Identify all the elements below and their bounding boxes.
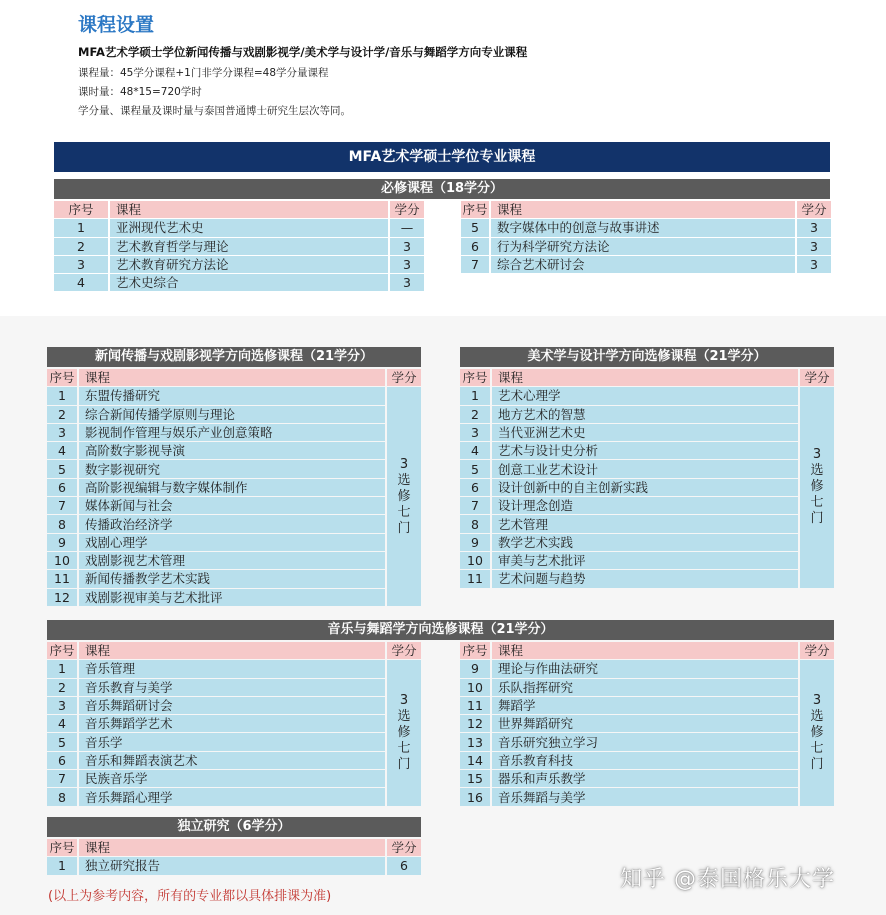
credit-note-char: 选 xyxy=(397,708,411,724)
course-credit: 3 xyxy=(795,219,831,236)
course-name: 音乐教育与美学 xyxy=(79,679,385,696)
table-row xyxy=(47,660,421,677)
course-name: 艺术管理 xyxy=(492,515,798,532)
header-row xyxy=(460,369,834,386)
credit-note-char: 选 xyxy=(810,708,824,724)
course-name: 审美与艺术批评 xyxy=(492,552,798,569)
course-credit: 3 xyxy=(388,238,424,255)
course-name: 综合艺术研讨会 xyxy=(491,256,795,273)
course-name: 器乐和声乐教学 xyxy=(492,770,798,787)
table-row xyxy=(461,256,831,273)
table-row xyxy=(460,697,834,714)
col-credit-header: 学分 xyxy=(385,839,421,856)
row-number: 6 xyxy=(461,238,491,255)
credit-note-char: 修 xyxy=(397,488,411,504)
fineart-section-title: 美术学与设计学方向选修课程（21学分） xyxy=(460,347,834,367)
credit-note-char: 七 xyxy=(397,740,411,756)
row-number: 2 xyxy=(460,406,492,423)
row-number: 2 xyxy=(47,406,79,423)
course-name: 艺术心理学 xyxy=(492,387,798,404)
table-row xyxy=(47,697,421,714)
table-row xyxy=(461,219,831,236)
row-number: 13 xyxy=(460,733,492,750)
journalism-table xyxy=(47,368,421,607)
row-number: 7 xyxy=(460,497,492,514)
row-number: 8 xyxy=(460,515,492,532)
course-credit: 3 xyxy=(795,238,831,255)
row-number: 10 xyxy=(47,552,79,569)
course-name: 音乐舞蹈学艺术 xyxy=(79,715,385,732)
course-name: 音乐教育科技 xyxy=(492,752,798,769)
elective-credit-note xyxy=(798,660,834,805)
course-credit: 3 xyxy=(388,274,424,291)
table-row xyxy=(460,497,834,514)
col-course-header: 课程 xyxy=(79,369,385,386)
course-name: 数字媒体中的创意与故事讲述 xyxy=(491,219,795,236)
row-number: 15 xyxy=(460,770,492,787)
row-number: 8 xyxy=(47,515,79,532)
course-name: 传播政治经济学 xyxy=(79,515,385,532)
row-number: 4 xyxy=(47,442,79,459)
table-row xyxy=(47,515,421,532)
page-title: 课程设置 xyxy=(78,14,155,36)
course-name: 地方艺术的智慧 xyxy=(492,406,798,423)
col-course-header: 课程 xyxy=(79,839,385,856)
row-number: 10 xyxy=(460,552,492,569)
row-number: 3 xyxy=(460,424,492,441)
row-number: 16 xyxy=(460,788,492,805)
credit-note-char: 七 xyxy=(397,504,411,520)
row-number: 2 xyxy=(54,238,110,255)
course-name: 高阶数字影视导演 xyxy=(79,442,385,459)
table-row xyxy=(460,479,834,496)
course-name: 音乐研究独立学习 xyxy=(492,733,798,750)
course-name: 行为科学研究方法论 xyxy=(491,238,795,255)
row-number: 9 xyxy=(460,534,492,551)
row-number: 3 xyxy=(47,424,79,441)
credit-note-char: 门 xyxy=(397,520,411,536)
table-row xyxy=(47,788,421,805)
required-left-table xyxy=(54,200,424,292)
table-row xyxy=(54,256,424,273)
course-name: 舞蹈学 xyxy=(492,697,798,714)
row-number: 6 xyxy=(47,479,79,496)
row-number: 12 xyxy=(47,589,79,606)
course-name: 戏剧影视艺术管理 xyxy=(79,552,385,569)
table-row xyxy=(47,497,421,514)
table-row xyxy=(47,770,421,787)
table-row xyxy=(460,679,834,696)
course-name: 音乐学 xyxy=(79,733,385,750)
table-row xyxy=(47,460,421,477)
course-name: 世界舞蹈研究 xyxy=(492,715,798,732)
header-row xyxy=(461,201,831,218)
row-number: 4 xyxy=(460,442,492,459)
row-number: 1 xyxy=(47,387,79,404)
col-course-header: 课程 xyxy=(492,369,798,386)
credit-note-char: 3 xyxy=(399,456,409,472)
credit-note-char: 3 xyxy=(812,447,822,463)
course-credit: 3 xyxy=(795,256,831,273)
program-subtitle: MFA艺术学硕士学位新闻传播与戏剧影视学/美术学与设计学/音乐与舞蹈学方向专业课程 xyxy=(78,45,528,59)
course-name: 艺术史综合 xyxy=(110,274,388,291)
col-no-header: 序号 xyxy=(461,201,491,218)
credit-note-char: 七 xyxy=(810,495,824,511)
course-name: 数字影视研究 xyxy=(79,460,385,477)
col-course-header: 课程 xyxy=(110,201,388,218)
table-row xyxy=(47,387,421,404)
course-name: 设计创新中的自主创新实践 xyxy=(492,479,798,496)
course-name: 理论与作曲法研究 xyxy=(492,660,798,677)
row-number: 9 xyxy=(47,534,79,551)
row-number: 10 xyxy=(460,679,492,696)
table-row xyxy=(460,715,834,732)
course-name: 东盟传播研究 xyxy=(79,387,385,404)
table-row xyxy=(460,788,834,805)
credit-note-char: 修 xyxy=(397,724,411,740)
table-row xyxy=(461,238,831,255)
course-name: 艺术教育研究方法论 xyxy=(110,256,388,273)
credit-note-char: 选 xyxy=(397,472,411,488)
col-no-header: 序号 xyxy=(54,201,110,218)
credit-note-char: 3 xyxy=(399,692,409,708)
col-credit-header: 学分 xyxy=(385,369,421,386)
row-number: 4 xyxy=(54,274,110,291)
course-name: 当代亚洲艺术史 xyxy=(492,424,798,441)
header-row xyxy=(47,369,421,386)
table-row xyxy=(47,589,421,606)
table-row xyxy=(460,570,834,587)
row-number: 12 xyxy=(460,715,492,732)
table-row xyxy=(54,274,424,291)
col-no-header: 序号 xyxy=(47,642,79,659)
table-row xyxy=(47,442,421,459)
course-name: 音乐和舞蹈表演艺术 xyxy=(79,752,385,769)
course-name: 创意工业艺术设计 xyxy=(492,460,798,477)
elective-credit-note xyxy=(798,387,834,587)
col-credit-header: 学分 xyxy=(385,642,421,659)
required-right-table xyxy=(461,200,831,274)
row-number: 11 xyxy=(460,570,492,587)
music-left-table xyxy=(47,641,421,807)
credit-note-char: 选 xyxy=(810,463,824,479)
course-name: 音乐舞蹈心理学 xyxy=(79,788,385,805)
header-row xyxy=(460,642,834,659)
row-number: 11 xyxy=(460,697,492,714)
col-no-header: 序号 xyxy=(460,642,492,659)
fineart-table xyxy=(460,368,834,589)
course-name: 艺术与设计史分析 xyxy=(492,442,798,459)
table-row xyxy=(47,479,421,496)
row-number: 5 xyxy=(461,219,491,236)
table-row xyxy=(47,570,421,587)
row-number: 1 xyxy=(47,857,79,874)
table-row xyxy=(47,552,421,569)
elective-credit-note xyxy=(385,387,421,606)
table-row xyxy=(54,219,424,236)
table-row xyxy=(47,534,421,551)
col-course-header: 课程 xyxy=(492,642,798,659)
col-no-header: 序号 xyxy=(47,369,79,386)
row-number: 9 xyxy=(460,660,492,677)
course-name: 艺术问题与趋势 xyxy=(492,570,798,587)
credit-note-char: 3 xyxy=(812,692,822,708)
equivalence-text: 学分量、课程量及课时量与泰国普通博士研究生层次等同。 xyxy=(78,105,351,117)
course-credit: 3 xyxy=(388,256,424,273)
required-section-title: 必修课程（18学分） xyxy=(54,179,830,199)
footnote: (以上为参考内容，所有的专业都以具体排课为准) xyxy=(48,889,332,904)
course-name: 媒体新闻与社会 xyxy=(79,497,385,514)
header-row xyxy=(54,201,424,218)
row-number: 4 xyxy=(47,715,79,732)
table-row xyxy=(47,424,421,441)
table-row xyxy=(460,733,834,750)
credit-note-char: 门 xyxy=(810,756,824,772)
col-credit-header: 学分 xyxy=(798,369,834,386)
course-name: 独立研究报告 xyxy=(79,857,385,874)
col-credit-header: 学分 xyxy=(795,201,831,218)
table-row xyxy=(47,857,421,874)
course-credit: 6 xyxy=(385,857,421,874)
course-name: 乐队指挥研究 xyxy=(492,679,798,696)
row-number: 7 xyxy=(461,256,491,273)
watermark: 知乎 @泰国格乐大学 xyxy=(620,867,835,892)
table-row xyxy=(54,238,424,255)
course-name: 民族音乐学 xyxy=(79,770,385,787)
course-credit: — xyxy=(388,219,424,236)
credit-note-char: 修 xyxy=(810,724,824,740)
independent-section-title: 独立研究（6学分） xyxy=(47,817,421,837)
course-load-text: 课程量：45学分课程+1门非学分课程=48学分量课程 xyxy=(78,67,329,79)
courses-banner: MFA艺术学硕士学位专业课程 xyxy=(54,142,830,172)
course-name: 戏剧影视审美与艺术批评 xyxy=(79,589,385,606)
course-name: 音乐舞蹈研讨会 xyxy=(79,697,385,714)
course-name: 戏剧心理学 xyxy=(79,534,385,551)
row-number: 6 xyxy=(47,752,79,769)
row-number: 5 xyxy=(460,460,492,477)
credit-note-char: 门 xyxy=(397,756,411,772)
table-row xyxy=(460,660,834,677)
table-row xyxy=(460,752,834,769)
table-row xyxy=(47,679,421,696)
row-number: 1 xyxy=(460,387,492,404)
row-number: 2 xyxy=(47,679,79,696)
table-row xyxy=(47,733,421,750)
course-name: 影视制作管理与娱乐产业创意策略 xyxy=(79,424,385,441)
course-name: 综合新闻传播学原则与理论 xyxy=(79,406,385,423)
row-number: 5 xyxy=(47,733,79,750)
col-no-header: 序号 xyxy=(47,839,79,856)
music-right-table xyxy=(460,641,834,807)
row-number: 8 xyxy=(47,788,79,805)
table-row xyxy=(47,715,421,732)
table-row xyxy=(460,387,834,404)
course-name: 设计理念创造 xyxy=(492,497,798,514)
col-course-header: 课程 xyxy=(79,642,385,659)
row-number: 6 xyxy=(460,479,492,496)
table-row xyxy=(460,442,834,459)
row-number: 3 xyxy=(47,697,79,714)
hours-text: 课时量：48*15=720学时 xyxy=(78,86,202,98)
row-number: 1 xyxy=(54,219,110,236)
row-number: 11 xyxy=(47,570,79,587)
table-row xyxy=(460,552,834,569)
row-number: 7 xyxy=(47,497,79,514)
row-number: 3 xyxy=(54,256,110,273)
intro-block xyxy=(78,14,858,121)
independent-table xyxy=(47,838,421,876)
row-number: 1 xyxy=(47,660,79,677)
course-name: 新闻传播教学艺术实践 xyxy=(79,570,385,587)
table-row xyxy=(47,406,421,423)
row-number: 5 xyxy=(47,460,79,477)
col-no-header: 序号 xyxy=(460,369,492,386)
row-number: 14 xyxy=(460,752,492,769)
row-number: 7 xyxy=(47,770,79,787)
course-name: 音乐舞蹈与美学 xyxy=(492,788,798,805)
table-row xyxy=(460,460,834,477)
table-row xyxy=(460,534,834,551)
col-credit-header: 学分 xyxy=(388,201,424,218)
course-name: 艺术教育哲学与理论 xyxy=(110,238,388,255)
journalism-section-title: 新闻传播与戏剧影视学方向选修课程（21学分） xyxy=(47,347,421,367)
course-name: 高阶影视编辑与数字媒体制作 xyxy=(79,479,385,496)
table-row xyxy=(460,770,834,787)
credit-note-char: 七 xyxy=(810,740,824,756)
col-credit-header: 学分 xyxy=(798,642,834,659)
credit-note-char: 门 xyxy=(810,511,824,527)
header-row xyxy=(47,839,421,856)
credit-note-char: 修 xyxy=(810,479,824,495)
table-row xyxy=(460,406,834,423)
course-name: 教学艺术实践 xyxy=(492,534,798,551)
table-row xyxy=(460,515,834,532)
header-row xyxy=(47,642,421,659)
course-name: 音乐管理 xyxy=(79,660,385,677)
table-row xyxy=(460,424,834,441)
table-row xyxy=(47,752,421,769)
course-name: 亚洲现代艺术史 xyxy=(110,219,388,236)
elective-credit-note xyxy=(385,660,421,805)
music-section-title: 音乐与舞蹈学方向选修课程（21学分） xyxy=(47,620,834,640)
col-course-header: 课程 xyxy=(491,201,795,218)
